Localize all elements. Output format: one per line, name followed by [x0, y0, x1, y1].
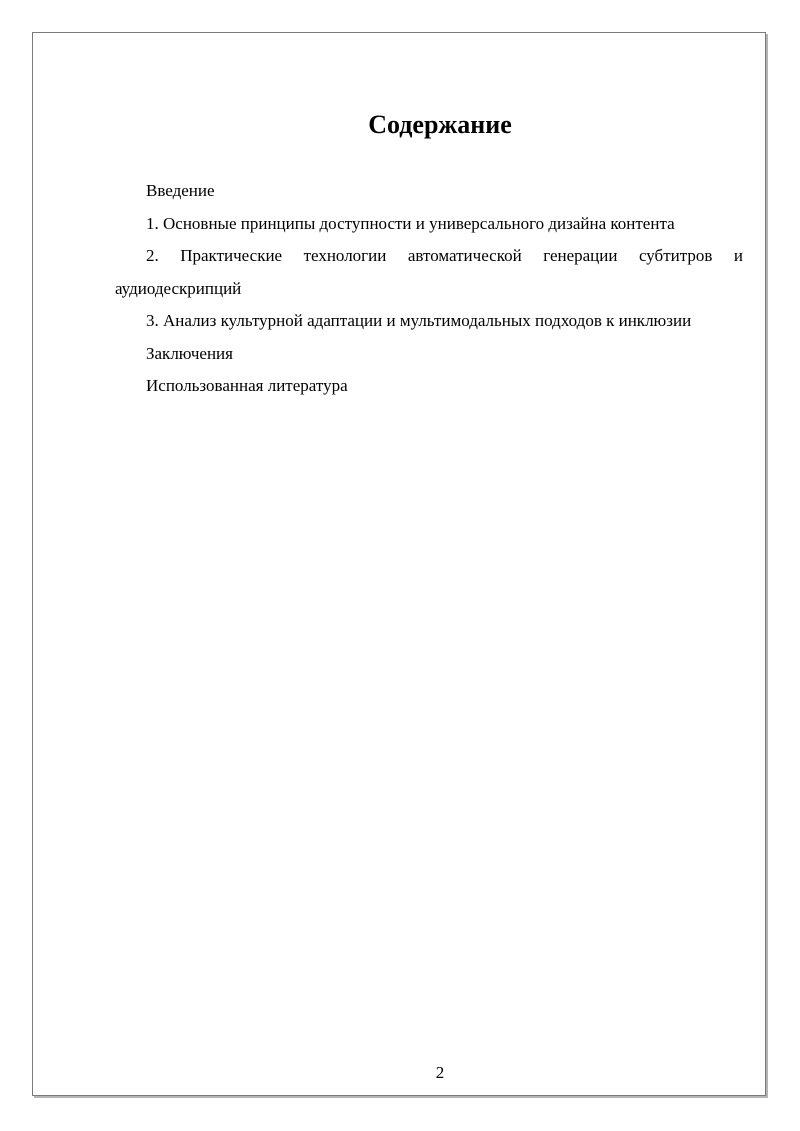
toc-item-introduction: Введение [146, 181, 215, 200]
toc-item-conclusion: Заключения [146, 343, 233, 363]
toc-item-chapter-2: 2. Практические технологии автоматической генерации субтитров и аудиодескрипций [115, 246, 743, 298]
toc-title: Содержание [368, 110, 512, 139]
toc-item-chapter-1: 1. Основные принципы доступности и универсального дизайна контента [146, 213, 675, 233]
toc-item-references: Использованная литература [146, 376, 348, 395]
table-of-contents [115, 175, 743, 403]
toc-item-chapter-3: 3. Анализ культурной адаптации и мультимодальных подходов к инклюзии [146, 311, 692, 330]
document-page [32, 32, 766, 1096]
page-number: 2 [435, 1063, 445, 1082]
